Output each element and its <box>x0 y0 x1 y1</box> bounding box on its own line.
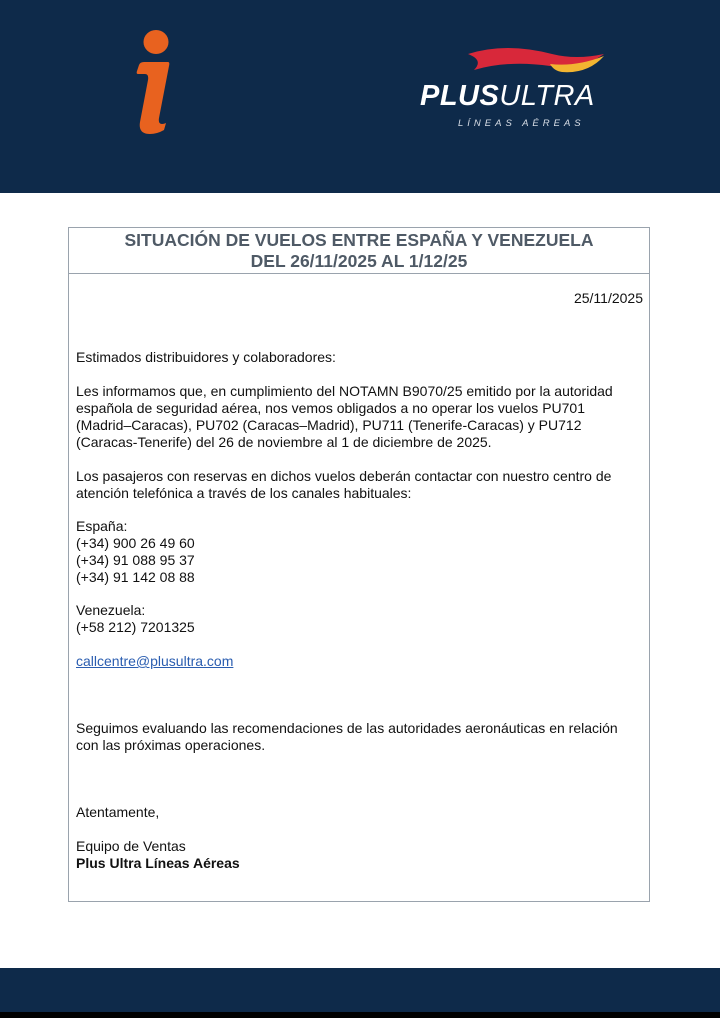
paragraph-line: (Madrid–Caracas), PU702 (Caracas–Madrid), PU711 (Tenerife-Caracas) y PU712 <box>76 417 582 433</box>
logo-swoosh-icon <box>466 44 606 84</box>
spain-contacts <box>76 518 641 586</box>
paragraph-line: Les informamos que, en cumplimiento del NOTAMN B9070/25 emitido por la autoridad <box>76 383 613 399</box>
document-date: 25/11/2025 <box>573 290 643 306</box>
paragraph-line: española de seguridad aérea, nos vemos obligados a no operar los vuelos PU701 <box>76 400 586 416</box>
closing: Atentamente, <box>76 804 160 820</box>
paragraph-line: (Caracas-Tenerife) del 26 de noviembre al 1 de diciembre de 2025. <box>76 434 492 450</box>
logo-wordmark <box>420 80 640 113</box>
venezuela-contacts <box>76 602 641 636</box>
footer-edge <box>0 1012 720 1018</box>
signature-company: Plus Ultra Líneas Aéreas <box>76 855 240 871</box>
email-link[interactable]: callcentre@plusultra.com <box>76 653 234 669</box>
notice-document <box>68 227 650 902</box>
paragraph-line: Seguimos evaluando las recomendaciones de las autoridades aeronáuticas en relación <box>76 720 618 736</box>
paragraph-passengers <box>76 468 641 502</box>
info-i-icon <box>124 26 180 136</box>
document-title <box>69 228 649 274</box>
greeting: Estimados distribuidores y colaboradores: <box>76 349 336 365</box>
footer-band <box>0 968 720 1012</box>
phone-number: (+34) 91 142 08 88 <box>76 569 195 585</box>
spain-label: España: <box>76 518 128 534</box>
header-band <box>0 0 720 193</box>
email-line <box>76 653 641 670</box>
paragraph-line: con las próximas operaciones. <box>76 737 266 753</box>
phone-number: (+34) 900 26 49 60 <box>76 535 195 551</box>
paragraph-line: atención telefónica a través de los canales habituales: <box>76 485 412 501</box>
plus-ultra-logo <box>420 44 640 136</box>
paragraph-notam <box>76 383 641 451</box>
paragraph-evaluation <box>76 720 641 754</box>
venezuela-label: Venezuela: <box>76 602 146 618</box>
logo-brand-light: ULTRA <box>499 80 595 112</box>
title-line-1: SITUACIÓN DE VUELOS ENTRE ESPAÑA Y VENEZUELA <box>124 230 594 250</box>
phone-number: (+34) 91 088 95 37 <box>76 552 195 568</box>
signature <box>76 838 641 872</box>
paragraph-line: Los pasajeros con reservas en dichos vuelos deberán contactar con nuestro centro de <box>76 468 612 484</box>
signature-team: Equipo de Ventas <box>76 838 186 854</box>
title-line-2: DEL 26/11/2025 AL 1/12/25 <box>250 251 468 271</box>
logo-brand-bold: PLUS <box>420 80 500 112</box>
phone-number: (+58 212) 7201325 <box>76 619 195 635</box>
logo-tagline: LÍNEAS AÉREAS <box>458 118 585 129</box>
